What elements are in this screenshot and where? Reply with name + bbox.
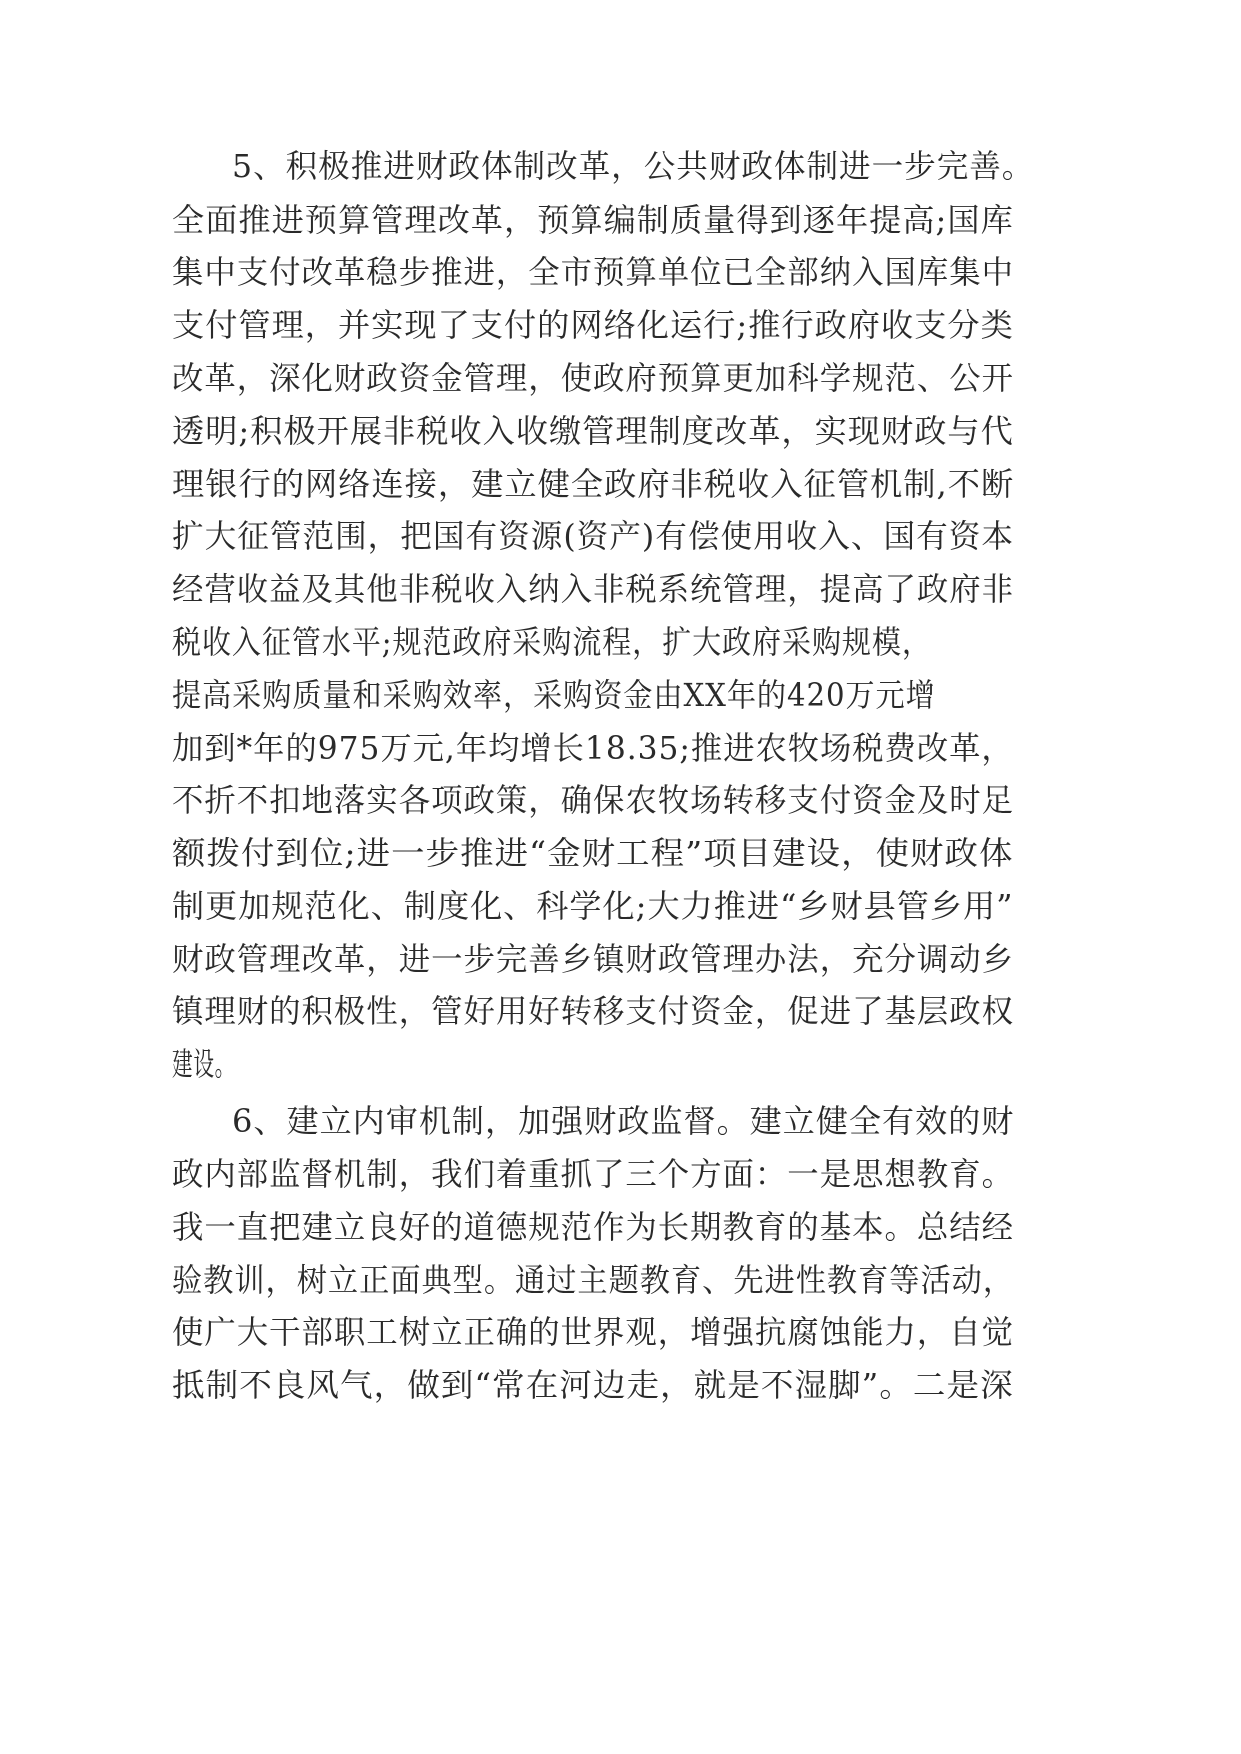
- text-line: 不折不扣地落实各项政策，确保农牧场转移支付资金及时足: [172, 781, 1015, 819]
- text-line: 使广大干部职工树立正确的世界观，增强抗腐蚀能力，自觉: [172, 1313, 1015, 1351]
- text-line: 5、积极推进财政体制改革，公共财政体制进一步完善。: [232, 147, 1035, 185]
- text-line: 理银行的网络连接，建立健全政府非税收入征管机制,不断: [172, 465, 1015, 503]
- text-line: 经营收益及其他非税收入纳入非税系统管理，提高了政府非: [172, 570, 1015, 608]
- text-line: 额拨付到位;进一步推进“金财工程”项目建设，使财政体: [172, 834, 1014, 872]
- text-line: 支付管理，并实现了支付的网络化运行;推行政府收支分类: [172, 306, 1014, 344]
- text-line: 验教训，树立正面典型。通过主题教育、先进性教育等活动，: [172, 1261, 1015, 1299]
- text-line: 制更加规范化、制度化、科学化;大力推进“乡财县管乡用”: [172, 887, 1014, 925]
- text-line: 政内部监督机制，我们着重抓了三个方面：一是思想教育。: [172, 1155, 1015, 1193]
- text-line: 我一直把建立良好的道德规范作为长期教育的基本。总结经: [172, 1208, 1015, 1246]
- text-line: 财政管理改革，进一步完善乡镇财政管理办法，充分调动乡: [172, 940, 1015, 978]
- text-line: 抵制不良风气，做到“常在河边走，就是不湿脚”。二是深: [172, 1366, 1014, 1404]
- text-line: 建设。: [172, 1045, 237, 1083]
- text-line: 6、建立内审机制，加强财政监督。建立健全有效的财: [232, 1102, 1015, 1140]
- text-line: 透明;积极开展非税收入收缴管理制度改革，实现财政与代: [172, 412, 1014, 450]
- text-line: 提高采购质量和采购效率，采购资金由XX年的420万元增: [172, 676, 936, 714]
- text-line: 扩大征管范围，把国有资源(资产)有偿使用收入、国有资本: [172, 517, 1014, 555]
- text-line: 改革，深化财政资金管理，使政府预算更加科学规范、公开: [172, 359, 1015, 397]
- text-line: 全面推进预算管理改革，预算编制质量得到逐年提高;国库: [172, 201, 1014, 239]
- text-line: 镇理财的积极性，管好用好转移支付资金，促进了基层政权: [172, 992, 1015, 1030]
- text-line: 税收入征管水平;规范政府采购流程，扩大政府采购规模，: [172, 623, 932, 661]
- text-line: 集中支付改革稳步推进，全市预算单位已全部纳入国库集中: [172, 253, 1015, 291]
- text-line: 加到*年的975万元,年均增长18.35;推进农牧场税费改革，: [172, 729, 1014, 767]
